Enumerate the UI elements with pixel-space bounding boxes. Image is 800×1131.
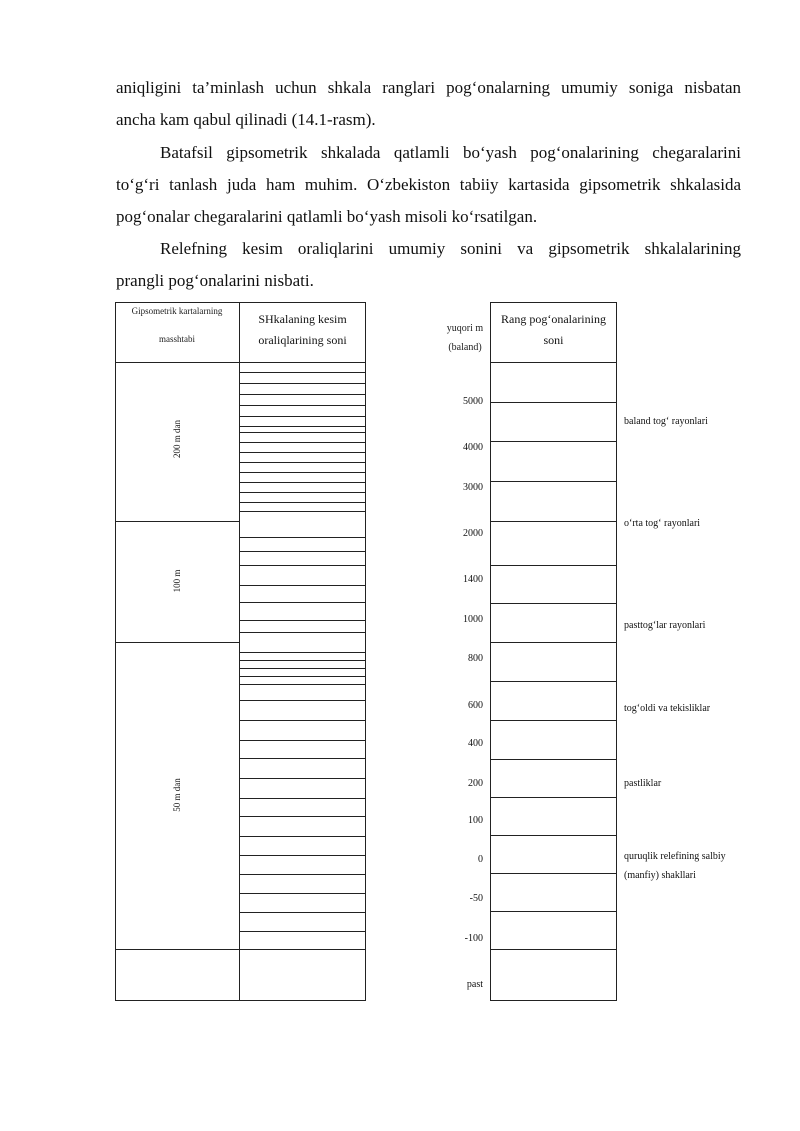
interval-line bbox=[239, 720, 366, 721]
interval-line bbox=[239, 502, 366, 503]
step-line bbox=[490, 402, 617, 403]
scale-divider bbox=[115, 521, 239, 522]
elevation-label: 200 bbox=[468, 778, 483, 789]
interval-line bbox=[239, 442, 366, 443]
scale-label-100: 100 m bbox=[172, 569, 182, 593]
step-line bbox=[490, 441, 617, 442]
step-line bbox=[490, 565, 617, 566]
interval-line bbox=[239, 482, 366, 483]
elevation-label: 600 bbox=[468, 700, 483, 711]
col1-header-line1: Gipsometrik kartalarning bbox=[131, 306, 223, 316]
interval-line bbox=[239, 472, 366, 473]
text-line-1: aniqligini ta’minlash uchun shkala ranglari pog‘onalarning umumiy soniga nisbatan bbox=[116, 78, 741, 97]
interval-line bbox=[239, 405, 366, 406]
elevation-label: 100 bbox=[468, 815, 483, 826]
interval-line bbox=[239, 372, 366, 373]
zone-label-negative-line1: quruqlik relefining salbiy bbox=[624, 851, 726, 862]
interval-line bbox=[239, 874, 366, 875]
interval-line bbox=[239, 492, 366, 493]
interval-line bbox=[239, 676, 366, 677]
interval-line bbox=[239, 511, 366, 512]
right-col-header-line1: Rang pog‘onalarining bbox=[501, 312, 606, 326]
step-line bbox=[490, 759, 617, 760]
interval-line bbox=[239, 660, 366, 661]
left-table-header-line bbox=[115, 362, 366, 363]
step-line bbox=[490, 911, 617, 912]
interval-line bbox=[239, 893, 366, 894]
text-line-2: ancha kam qabul qilinadi (14.1-rasm). bbox=[116, 110, 376, 129]
interval-line bbox=[239, 778, 366, 779]
interval-line bbox=[239, 668, 366, 669]
interval-line bbox=[239, 740, 366, 741]
interval-line bbox=[239, 432, 366, 433]
elevation-label: -50 bbox=[469, 893, 483, 904]
interval-line bbox=[239, 537, 366, 538]
step-line bbox=[490, 873, 617, 874]
elevation-label: 800 bbox=[468, 653, 483, 664]
interval-line bbox=[239, 816, 366, 817]
elevation-label: 1000 bbox=[463, 614, 483, 625]
elevation-label: 5000 bbox=[463, 396, 483, 407]
interval-line bbox=[239, 416, 366, 417]
step-line bbox=[490, 603, 617, 604]
interval-line bbox=[239, 383, 366, 384]
right-table-border bbox=[490, 302, 617, 1001]
axis-header-line2: (baland) bbox=[448, 342, 482, 353]
zone-label-high-mountains: baland tog‘ rayonlari bbox=[624, 416, 708, 427]
right-col-header-line2: soni bbox=[543, 333, 564, 347]
interval-line bbox=[239, 652, 366, 653]
elevation-label: 400 bbox=[468, 738, 483, 749]
elevation-label: 1400 bbox=[463, 574, 483, 585]
text-line-5: pog‘onalar chegaralarini qatlamli bo‘yash misoli ko‘rsatilgan. bbox=[116, 207, 538, 226]
interval-line bbox=[239, 394, 366, 395]
interval-line bbox=[239, 912, 366, 913]
elevation-label: past bbox=[466, 979, 483, 990]
text-line-4: to‘g‘ri tanlash juda ham muhim. O‘zbekiston tabiiy kartasida gipsometrik shkalasida bbox=[116, 175, 741, 194]
interval-line bbox=[239, 632, 366, 633]
zone-label-mid-mountains: o‘rta tog‘ rayonlari bbox=[624, 518, 701, 529]
col1-header-line2: masshtabi bbox=[159, 334, 195, 344]
elevation-label: 3000 bbox=[463, 482, 483, 493]
step-line bbox=[490, 797, 617, 798]
col2-header-line1: SHkalaning kesim bbox=[258, 312, 347, 326]
axis-header-line1: yuqori m bbox=[446, 323, 484, 334]
elevation-label: 2000 bbox=[463, 528, 483, 539]
interval-line bbox=[239, 855, 366, 856]
step-line bbox=[490, 362, 617, 363]
interval-line bbox=[239, 565, 366, 566]
interval-line bbox=[239, 684, 366, 685]
elevation-label: 0 bbox=[478, 854, 483, 865]
interval-line bbox=[239, 931, 366, 932]
elevation-label: 4000 bbox=[463, 442, 483, 453]
scale-divider bbox=[115, 949, 366, 950]
step-line bbox=[490, 681, 617, 682]
interval-line bbox=[239, 551, 366, 552]
step-line bbox=[490, 521, 617, 522]
text-line-7: prangli pog‘onalarini nisbati. bbox=[116, 271, 314, 290]
interval-line bbox=[239, 758, 366, 759]
step-line bbox=[490, 835, 617, 836]
zone-label-low-mountains: pasttog‘lar rayonlari bbox=[624, 620, 706, 631]
scale-divider bbox=[115, 642, 239, 643]
interval-line bbox=[239, 452, 366, 453]
step-line bbox=[490, 642, 617, 643]
col2-header-line2: oraliqlarining soni bbox=[258, 333, 347, 347]
zone-label-lowlands: pastliklar bbox=[624, 778, 662, 789]
interval-line bbox=[239, 700, 366, 701]
text-line-3: Batafsil gipsometrik shkalada qatlamli bo‘yash pog‘onalarining chegaralarini bbox=[160, 143, 741, 162]
step-line bbox=[490, 481, 617, 482]
interval-line bbox=[239, 798, 366, 799]
step-line bbox=[490, 949, 617, 950]
interval-line bbox=[239, 836, 366, 837]
interval-line bbox=[239, 585, 366, 586]
scale-label-50: 50 m dan bbox=[172, 778, 182, 812]
scale-label-200: 200 m dan bbox=[172, 420, 182, 458]
step-line bbox=[490, 720, 617, 721]
interval-line bbox=[239, 620, 366, 621]
zone-label-plains: tog‘oldi va tekisliklar bbox=[624, 703, 711, 714]
interval-line bbox=[239, 426, 366, 427]
elevation-label: -100 bbox=[464, 933, 483, 944]
interval-line bbox=[239, 462, 366, 463]
text-line-6: Relefning kesim oraliqlarini umumiy sonini va gipsometrik shkalalarining bbox=[160, 239, 741, 258]
interval-line bbox=[239, 602, 366, 603]
zone-label-negative-line2: (manfiy) shakllari bbox=[624, 870, 696, 881]
